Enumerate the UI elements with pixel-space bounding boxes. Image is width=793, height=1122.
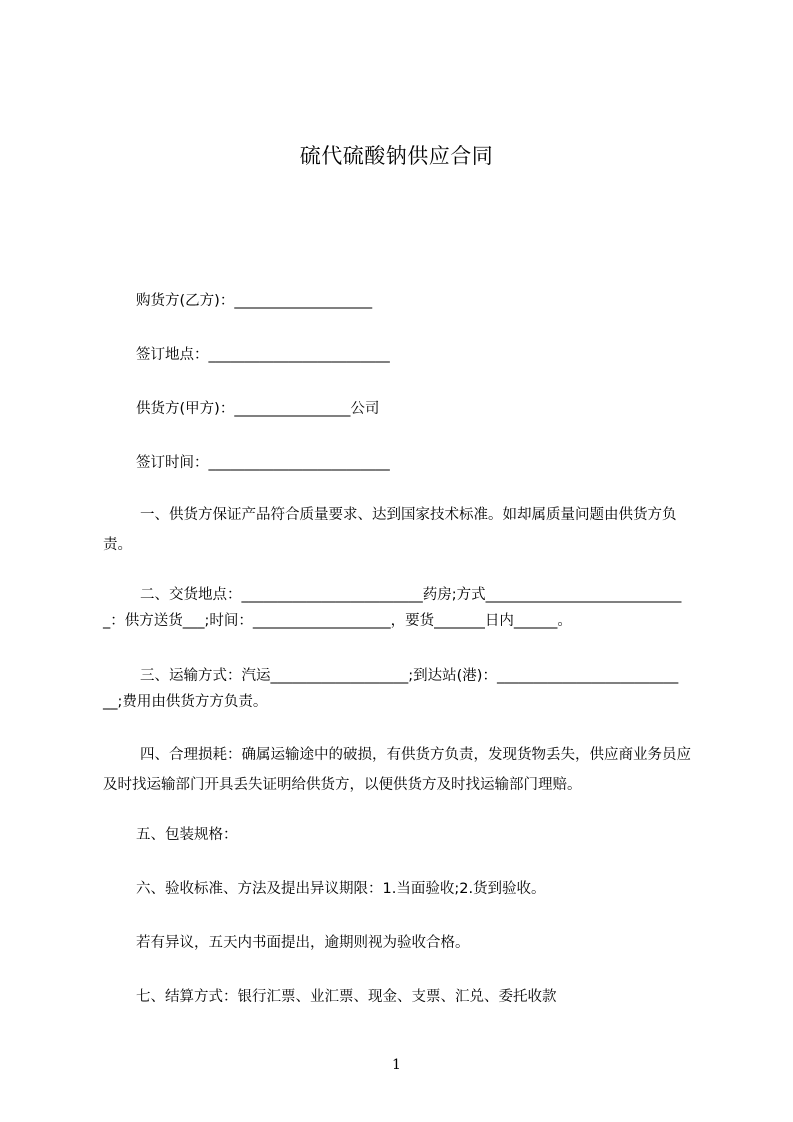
clause-5: 五、包装规格：: [136, 827, 238, 843]
sign-time-field: 签订时间：_________________________: [136, 455, 390, 471]
clause-6-note: 若有异议，五天内书面提出，逾期则视为验收合格。: [136, 935, 470, 951]
document-title: 硫代硫酸钠供应合同: [299, 144, 494, 168]
sign-place-field: 签订地点：_________________________: [136, 347, 390, 363]
clause-3-line-1: 三、运输方式：汽运___________________;到达站(港)：_________________________: [140, 668, 679, 684]
clause-2-line-2: _：供方送货___;时间：___________________，要货_______日内______。: [103, 613, 572, 629]
supplier-field: 供货方(甲方)：________________公司: [136, 401, 380, 417]
buyer-field: 购货方(乙方)：___________________: [136, 293, 373, 309]
clause-7: 七、结算方式：银行汇票、业汇票、现金、支票、汇兑、委托收款: [136, 989, 557, 1005]
page-number: 1: [392, 1057, 401, 1073]
clause-4: 四、合理损耗：确属运输途中的破损，有供货方负责，发现货物丢失，供应商业务员应及时找运输部门开具丢失证明给供货方，以便供货方及时找运输部门理赔。: [103, 747, 691, 793]
clause-3-line-2: __;费用由供货方方负责。: [103, 694, 268, 710]
clause-2-line-1: 二、交货地点：_________________________药房;方式___________________________: [140, 587, 682, 603]
clause-6: 六、验收标准、方法及提出异议期限：1.当面验收;2.货到验收。: [136, 881, 546, 897]
clause-1: 一、供货方保证产品符合质量要求、达到国家技术标准。如却属质量问题由供货方负责。: [103, 507, 677, 553]
